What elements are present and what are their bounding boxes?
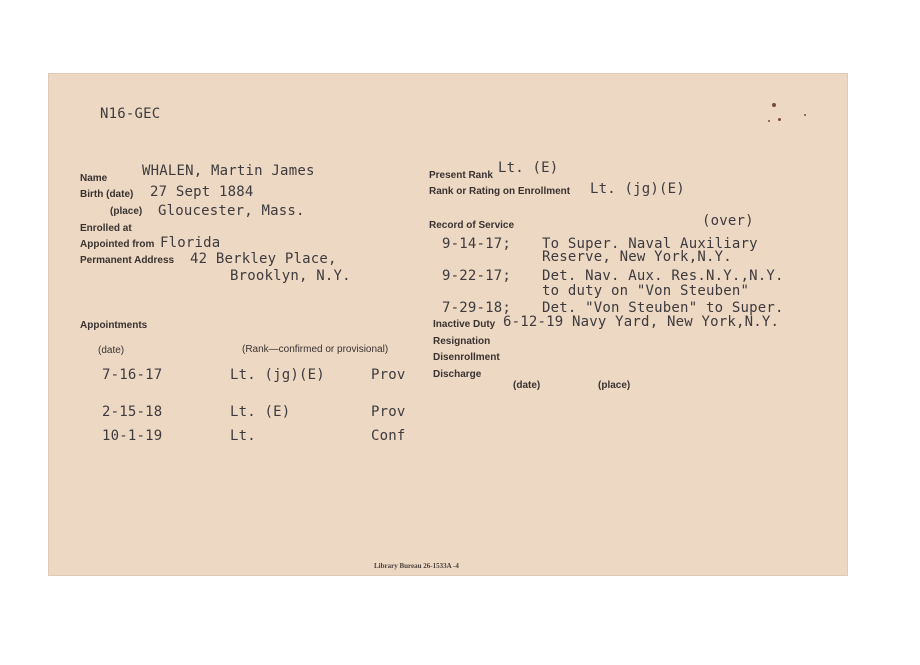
service-date: 9-22-17; bbox=[442, 268, 512, 284]
appointed-from-value: Florida bbox=[160, 235, 221, 251]
stain-mark bbox=[772, 103, 776, 107]
record-of-service-label: Record of Service bbox=[429, 220, 515, 231]
appointment-date: 7-16-17 bbox=[102, 367, 163, 383]
permanent-address-label: Permanent Address bbox=[80, 255, 175, 266]
birth-place-label: (place) bbox=[110, 206, 143, 217]
service-date: 7-29-18; bbox=[442, 300, 512, 316]
resignation-label: Resignation bbox=[433, 336, 491, 347]
appointment-rank-header: (Rank—confirmed or provisional) bbox=[242, 344, 389, 355]
discharge-date-label: (date) bbox=[513, 380, 541, 391]
appointed-from-label: Appointed from bbox=[80, 239, 155, 250]
printer-imprint: Library Bureau 26-1533A -4 bbox=[374, 562, 459, 570]
service-text-line: To Super. Naval Auxiliary bbox=[542, 236, 758, 252]
address-line1: 42 Berkley Place, bbox=[190, 251, 337, 267]
address-line2: Brooklyn, N.Y. bbox=[230, 268, 351, 284]
appointment-status: Conf bbox=[371, 428, 406, 444]
disenrollment-label: Disenrollment bbox=[433, 352, 500, 363]
service-date: 9-14-17; bbox=[442, 236, 512, 252]
birth-date-value: 27 Sept 1884 bbox=[150, 184, 254, 200]
appointments-label: Appointments bbox=[80, 320, 148, 331]
stain-mark bbox=[778, 118, 781, 121]
over-note: (over) bbox=[702, 213, 754, 229]
appointment-date-header: (date) bbox=[98, 345, 125, 356]
present-rank-value: Lt. (E) bbox=[498, 160, 559, 176]
birth-date-label: Birth (date) bbox=[80, 189, 134, 200]
rank-on-enrollment-value: Lt. (jg)(E) bbox=[590, 181, 685, 197]
appointment-status: Prov bbox=[371, 404, 406, 420]
service-text-line: to duty on "Von Steuben" bbox=[542, 283, 750, 299]
name-label: Name bbox=[80, 173, 108, 184]
appointment-rank: Lt. (E) bbox=[230, 404, 291, 420]
appointment-rank: Lt. bbox=[230, 428, 256, 444]
inactive-duty-label: Inactive Duty bbox=[433, 319, 496, 330]
birth-place-value: Gloucester, Mass. bbox=[158, 203, 305, 219]
appointment-status: Prov bbox=[371, 367, 406, 383]
present-rank-label: Present Rank bbox=[429, 170, 493, 181]
appointment-date: 2-15-18 bbox=[102, 404, 163, 420]
service-text-line: Det. "Von Steuben" to Super. bbox=[542, 300, 784, 316]
discharge-place-label: (place) bbox=[598, 380, 631, 391]
discharge-label: Discharge bbox=[433, 369, 482, 380]
name-value: WHALEN, Martin James bbox=[142, 163, 315, 179]
rank-on-enrollment-label: Rank or Rating on Enrollment bbox=[429, 186, 571, 197]
appointment-rank: Lt. (jg)(E) bbox=[230, 367, 325, 383]
enrolled-at-label: Enrolled at bbox=[80, 223, 132, 234]
appointment-date: 10-1-19 bbox=[102, 428, 163, 444]
personnel-record-card bbox=[48, 73, 848, 576]
file-code: N16-GEC bbox=[100, 106, 161, 122]
service-text-line: Det. Nav. Aux. Res.N.Y.,N.Y. bbox=[542, 268, 784, 284]
stain-mark bbox=[804, 114, 806, 116]
service-text-line: Reserve, New York,N.Y. bbox=[542, 249, 732, 265]
inactive-duty-value: 6-12-19 Navy Yard, New York,N.Y. bbox=[503, 314, 780, 330]
stain-mark bbox=[768, 120, 770, 122]
